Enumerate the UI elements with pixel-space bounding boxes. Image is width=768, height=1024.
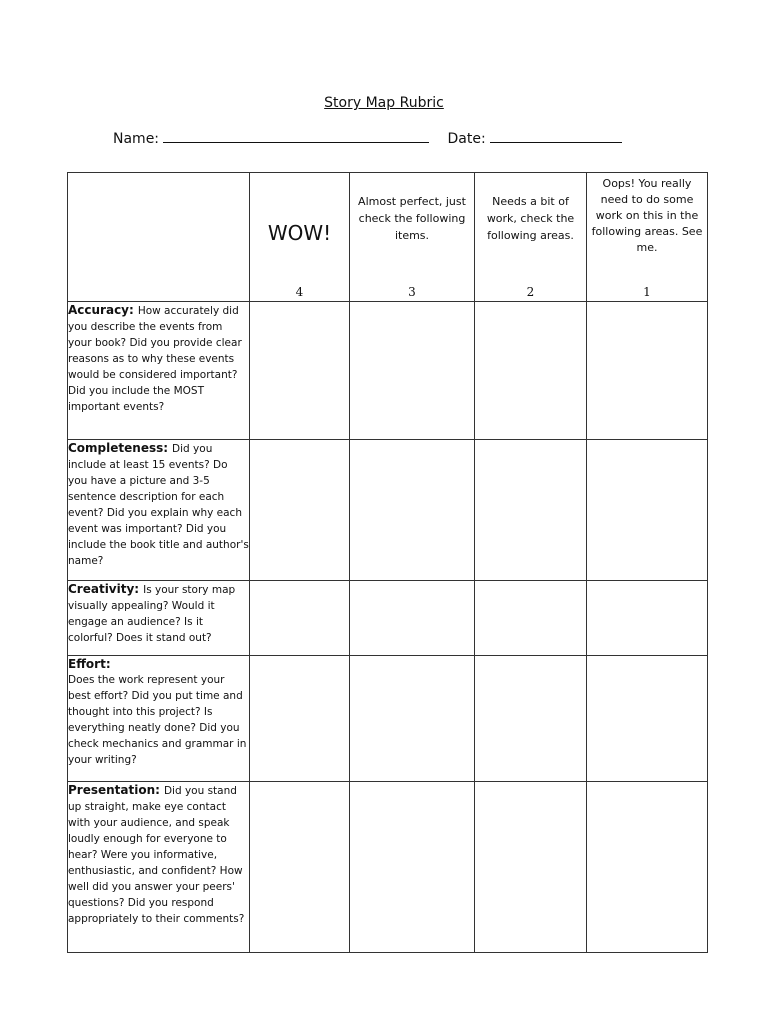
header-corner-cell [68, 173, 250, 302]
score-cell-3[interactable] [350, 656, 475, 782]
criterion-label: Creativity: [68, 582, 140, 596]
level-1-text: Oops! You really need to do some work on this in the following areas. See me. [591, 177, 703, 254]
score-cell-3[interactable] [350, 440, 475, 581]
score-cell-4[interactable] [250, 440, 350, 581]
criterion-text: Is your story map visually appealing? Would it engage an audience? Is it colorful? Does it stand out? [68, 584, 236, 644]
criterion-row-creativity [68, 581, 708, 656]
score-cell-3[interactable] [350, 782, 475, 953]
level-4-text: WOW! [267, 221, 332, 245]
level-4-header [250, 173, 350, 302]
score-cell-4[interactable] [250, 581, 350, 656]
level-1-score: 1 [643, 285, 651, 299]
level-2-text: Needs a bit of work, check the following areas. [486, 195, 575, 242]
score-cell-1[interactable] [587, 302, 708, 440]
score-cell-1[interactable] [587, 656, 708, 782]
score-cell-3[interactable] [350, 302, 475, 440]
name-blank [163, 130, 429, 143]
name-label: Name: [113, 131, 160, 147]
criterion-cell [68, 581, 250, 656]
criterion-label: Accuracy: [68, 303, 134, 317]
criterion-row-accuracy [68, 302, 708, 440]
criterion-row-completeness [68, 440, 708, 581]
level-3-score: 3 [408, 285, 416, 299]
criterion-cell [68, 440, 250, 581]
criterion-cell [68, 782, 250, 953]
name-date-line [113, 130, 622, 147]
criterion-cell [68, 302, 250, 440]
score-cell-4[interactable] [250, 782, 350, 953]
level-1-header [587, 173, 708, 302]
criterion-text: Does the work represent your best effort? Did you put time and thought into this project? Is everything neatly done? Did you check mechanics and grammar in your writing? [68, 674, 247, 766]
level-4-score: 4 [295, 285, 304, 299]
rubric-table [67, 172, 708, 953]
criterion-label: Effort: [68, 657, 111, 671]
criterion-row-presentation [68, 782, 708, 953]
criterion-label: Completeness: [68, 441, 169, 455]
score-cell-2[interactable] [475, 782, 587, 953]
header-row [68, 173, 708, 302]
score-cell-4[interactable] [250, 302, 350, 440]
score-cell-2[interactable] [475, 581, 587, 656]
score-cell-3[interactable] [350, 581, 475, 656]
score-cell-2[interactable] [475, 656, 587, 782]
criterion-text: How accurately did you describe the events from your book? Did you provide clear reasons as to why these events would be considered important? Did you include the MOST important events? [68, 305, 242, 413]
score-cell-2[interactable] [475, 302, 587, 440]
criterion-label: Presentation: [68, 783, 160, 797]
criterion-cell [68, 656, 250, 782]
score-cell-1[interactable] [587, 440, 708, 581]
score-cell-1[interactable] [587, 581, 708, 656]
score-cell-4[interactable] [250, 656, 350, 782]
level-2-header [475, 173, 587, 302]
score-cell-1[interactable] [587, 782, 708, 953]
page-title: Story Map Rubric [324, 95, 444, 111]
level-3-text: Almost perfect, just check the following items. [358, 195, 466, 242]
date-blank [490, 130, 622, 143]
level-3-header [350, 173, 475, 302]
score-cell-2[interactable] [475, 440, 587, 581]
criterion-row-effort [68, 656, 708, 782]
level-2-score: 2 [526, 285, 535, 299]
criterion-text: Did you stand up straight, make eye contact with your audience, and speak loudly enough for everyone to hear? Were you informative, enthusiastic, and confident? How well did you answer your peers' questions? Did you respond appropriately to their comments? [68, 785, 245, 925]
criterion-text: Did you include at least 15 events? Do you have a picture and 3-5 sentence description for each event? Did you explain why each event was important? Did you include the book title and author's name? [68, 443, 249, 567]
date-label: Date: [447, 131, 486, 147]
